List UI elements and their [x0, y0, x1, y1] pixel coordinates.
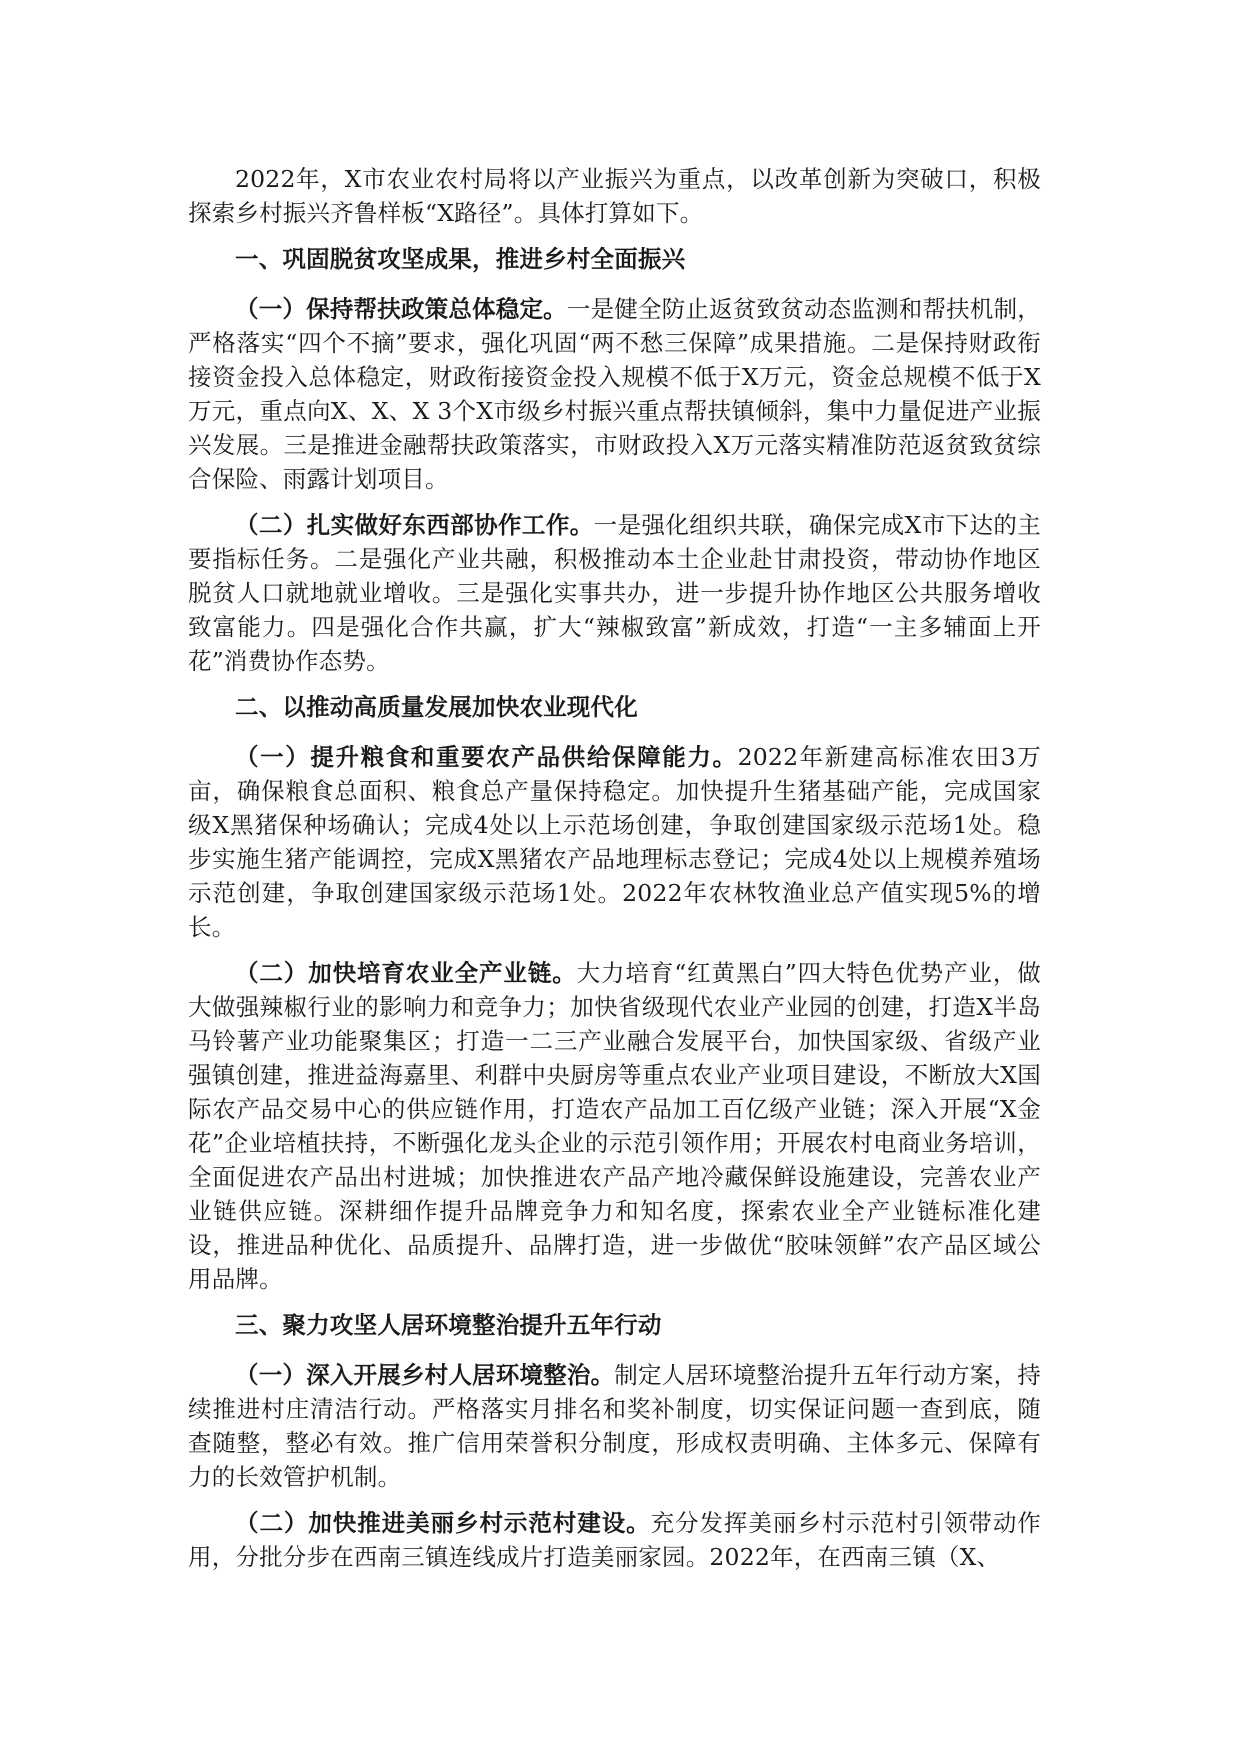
section-1-item-1: [188, 292, 1041, 496]
section-2-item-2: [188, 956, 1041, 1296]
document-page: [188, 162, 1041, 1586]
section-1-item-2-body: 一是强化组织共联，确保完成X市下达的主要指标任务。二是强化产业共融，积极推动本土企业赴甘肃投资，带动协作地区脱贫人口就地就业增收。三是强化实事共办，进一步提升协作地区公共服务增收致富能力。四是强化合作共赢，扩大“辣椒致富”新成效，打造“一主多辅面上开花”消费协作态势。: [188, 511, 1042, 675]
section-1-heading: 一、巩固脱贫攻坚成果，推进乡村全面振兴: [235, 245, 686, 273]
section-2-item-2-body: 大力培育“红黄黑白”四大特色优势产业，做大做强辣椒行业的影响力和竞争力；加快省级现代农业产业园的创建，打造X半岛马铃薯产业功能聚集区；打造一二三产业融合发展平台，加快国家级、省级产业强镇创建，推进益海嘉里、利群中央厨房等重点农业产业项目建设，不断放大X国际农产品交易中心的供应链作用，打造农产品加工百亿级产业链；深入开展“X金花”企业培植扶持，不断强化龙头企业的示范引领作用；开展农村电商业务培训，全面促进农产品出村进城；加快推进农产品产地冷藏保鲜设施建设，完善农业产业链供应链。深耕细作提升品牌竞争力和知名度，探索农业全产业链标准化建设，推进品种优化、品质提升、品牌打造，进一步做优“胶味领鲜”农产品区域公用品牌。: [188, 959, 1041, 1293]
section-2-heading: 二、以推动高质量发展加快农业现代化: [235, 693, 638, 721]
section-3-item-1-lead: （一）深入开展乡村人居环境整治。: [235, 1361, 615, 1389]
section-1-item-1-lead: （一）保持帮扶政策总体稳定。: [235, 295, 567, 323]
intro-paragraph: 2022年，X市农业农村局将以产业振兴为重点，以改革创新为突破口，积极探索乡村振兴齐鲁样板“X路径”。具体打算如下。: [188, 165, 1041, 227]
section-3-item-1: [188, 1358, 1041, 1494]
section-3-item-2-lead: （二）加快推进美丽乡村示范村建设。: [235, 1509, 651, 1537]
section-3-heading: 三、聚力攻坚人居环境整治提升五年行动: [235, 1311, 662, 1339]
section-3-item-2: [188, 1506, 1041, 1574]
section-3-item-1-body: 制定人居环境整治提升五年行动方案，持续推进村庄清洁行动。严格落实月排名和奖补制度，切实保证问题一查到底，随查随整，整必有效。推广信用荣誉积分制度，形成权责明确、主体多元、保障有力的长效管护机制。: [188, 1361, 1041, 1491]
section-2-item-2-lead: （二）加快培育农业全产业链。: [235, 959, 577, 987]
section-1-item-2: [188, 508, 1041, 678]
section-2-item-1: [188, 740, 1041, 944]
section-2-item-1-lead: （一）提升粮食和重要农产品供给保障能力。: [235, 743, 738, 771]
section-1-item-1-body: 一是健全防止返贫致贫动态监测和帮扶机制，严格落实“四个不摘”要求，强化巩固“两不愁三保障”成果措施。二是保持财政衔接资金投入总体稳定，财政衔接资金投入规模不低于X万元，资金总规模不低于X万元，重点向X、X、X 3个X市级乡村振兴重点帮扶镇倾斜，集中力量促进产业振兴发展。三是推进金融帮扶政策落实，市财政投入X万元落实精准防范返贫致贫综合保险、雨露计划项目。: [188, 295, 1041, 493]
section-1-item-2-lead: （二）扎实做好东西部协作工作。: [235, 511, 594, 539]
section-2-item-1-body: 2022年新建高标准农田3万亩，确保粮食总面积、粮食总产量保持稳定。加快提升生猪基础产能，完成国家级X黑猪保种场确认；完成4处以上示范场创建，争取创建国家级示范场1处。稳步实施生猪产能调控，完成X黑猪农产品地理标志登记；完成4处以上规模养殖场示范创建，争取创建国家级示范场1处。2022年农林牧渔业总产值实现5%的增长。: [188, 743, 1041, 941]
section-3-item-2-body: 充分发挥美丽乡村示范村引领带动作用，分批分步在西南三镇连线成片打造美丽家园。2022年，在西南三镇（X、: [188, 1509, 1041, 1571]
